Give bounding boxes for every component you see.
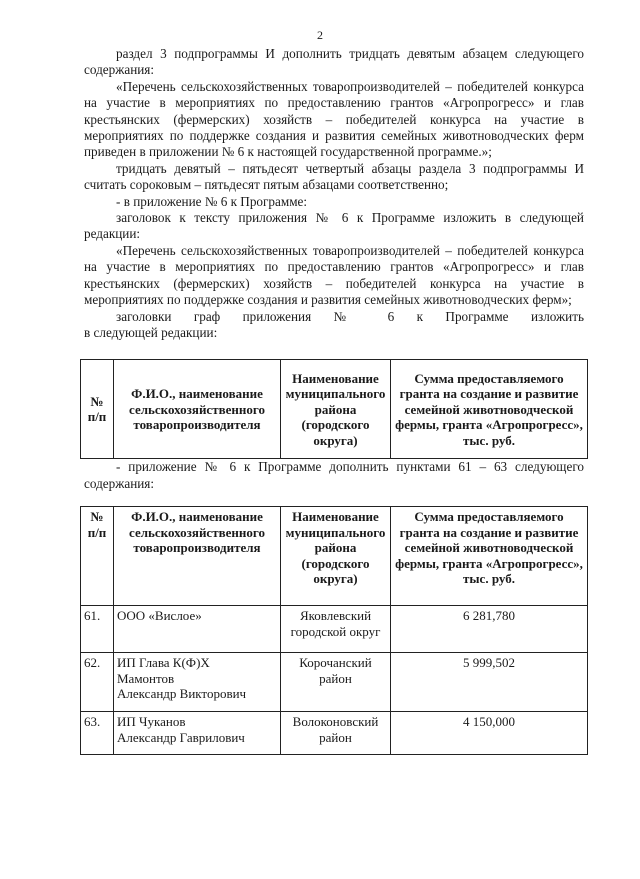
row-num: 61. xyxy=(81,606,114,653)
paragraph-add-items: - приложение № 6 к Программе дополнить пунктами 61 – 63 следующего содержания: xyxy=(84,459,584,491)
row-num: 62. xyxy=(81,653,114,712)
table-row xyxy=(81,606,588,653)
row-name: ИП Чуканов Александр Гаврилович xyxy=(114,712,281,755)
table-header-row xyxy=(81,360,588,459)
header-name: Ф.И.О., наименование сельскохозяйственного товаропроизводителя xyxy=(114,507,281,606)
paragraph-appendix-6: - в приложение № 6 к Программе: xyxy=(116,193,308,209)
header-num: № п/п xyxy=(81,360,114,459)
paragraph-quoted-list-intro: «Перечень сельскохозяйственных товаропроизводителей – победителей конкурса на участие в мероприятиях по предоставлению грантов «Агропрогресс» и глав крестьянских (фермерских) хозяйств – победителей конкурса на участие в мероприятиях по поддержке создания и развития семейных животноводческих ферм приведен в приложении № 6 к настоящей государственной программе.»; xyxy=(84,78,584,160)
page-number: 2 xyxy=(317,28,323,42)
paragraph-new-heading: «Перечень сельскохозяйственных товаропроизводителей – победителей конкурса на участие в мероприятиях по предоставлению грантов «Агропрогресс» и глав крестьянских (фермерских) хозяйств – победителей конкурса на участие в мероприятиях по поддержке создания и развития семейных животноводческих ферм»; xyxy=(84,242,584,308)
header-district: Наименование муниципального района (городского округа) xyxy=(281,360,391,459)
header-district: Наименование муниципального района (городского округа) xyxy=(281,507,391,606)
paragraph-column-headers-change: заголовки граф приложения № 6 к Программе изложить xyxy=(116,308,584,324)
row-name: ИП Глава К(Ф)Х Мамонтов Александр Викторович xyxy=(114,653,281,712)
row-amount: 4 150,000 xyxy=(391,712,588,755)
header-amount: Сумма предоставляемого гранта на создание и развитие семейной животноводческой фермы, гранта «Агропрогресс», тыс. руб. xyxy=(391,360,588,459)
row-district: Яковлевский городской округ xyxy=(281,606,391,653)
table-row xyxy=(81,653,588,712)
paragraph-column-headers-change-cont: в следующей редакции: xyxy=(84,324,218,340)
document-body xyxy=(84,46,584,755)
paragraph-renumber-paragraphs: тридцать девятый – пятьдесят четвертый абзацы раздела 3 подпрограммы И считать сороковым – пятьдесят пятым абзацами соответственно; xyxy=(84,160,584,193)
row-amount: 6 281,780 xyxy=(391,606,588,653)
table-header-row xyxy=(81,507,588,606)
row-district: Корочанский район xyxy=(281,653,391,712)
row-district: Волоконовский район xyxy=(281,712,391,755)
additions-table xyxy=(80,506,588,755)
header-num: № п/п xyxy=(81,507,114,606)
table-row xyxy=(81,712,588,755)
header-name: Ф.И.О., наименование сельскохозяйственного товаропроизводителя xyxy=(114,360,281,459)
column-headers-table xyxy=(80,359,588,459)
row-amount: 5 999,502 xyxy=(391,653,588,712)
paragraph-section-amendment: раздел 3 подпрограммы И дополнить тридцать девятым абзацем следующего содержания: xyxy=(84,46,584,78)
header-amount: Сумма предоставляемого гранта на создание и развитие семейной животноводческой фермы, гранта «Агропрогресс», тыс. руб. xyxy=(391,507,588,606)
paragraph-heading-change: заголовок к тексту приложения № 6 к Программе изложить в следующей редакции: xyxy=(84,210,584,242)
row-name: ООО «Вислое» xyxy=(114,606,281,653)
row-num: 63. xyxy=(81,712,114,755)
